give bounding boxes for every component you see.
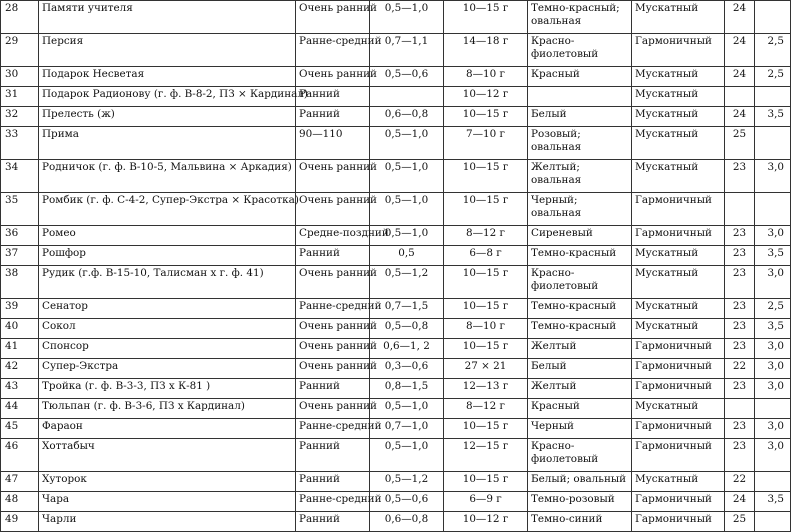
table-row	[1, 512, 791, 532]
variety-name-cell: Рудик (г.ф. В-15-10, Талисман х г. ф. 41)	[39, 266, 296, 299]
variety-name-cell: Спонсор	[39, 339, 296, 359]
score-cell: 3,0	[755, 379, 791, 399]
sugar-cell: 23	[725, 226, 755, 246]
ripening-cell: Ранний	[296, 246, 370, 266]
score-cell	[755, 512, 791, 532]
load-cell: 0,7—1,1	[370, 34, 444, 67]
row-number-cell: 38	[1, 266, 39, 299]
row-number-cell: 32	[1, 107, 39, 127]
sugar-cell: 23	[725, 319, 755, 339]
table-body	[1, 1, 791, 532]
berry-color-cell: Темно-красный	[528, 299, 632, 319]
taste-cell: Мускатный	[632, 87, 725, 107]
berry-color-cell: Черный; овальная	[528, 193, 632, 226]
variety-name-cell: Сокол	[39, 319, 296, 339]
sugar-cell: 25	[725, 512, 755, 532]
load-cell: 0,5—1,0	[370, 226, 444, 246]
variety-name-cell: Ромео	[39, 226, 296, 246]
table-row	[1, 299, 791, 319]
berry-color-cell: Черный	[528, 419, 632, 439]
sugar-cell: 24	[725, 34, 755, 67]
ripening-cell: Очень ранний	[296, 67, 370, 87]
berry-color-cell: Белый	[528, 359, 632, 379]
variety-name-cell: Тюльпан (г. ф. В-3-6, ПЗ х Кардинал)	[39, 399, 296, 419]
berry-weight-cell: 12—13 г	[444, 379, 528, 399]
row-number-cell: 35	[1, 193, 39, 226]
taste-cell: Гармоничный	[632, 512, 725, 532]
ripening-cell: Очень ранний	[296, 319, 370, 339]
load-cell: 0,5—1,0	[370, 1, 444, 34]
taste-cell: Мускатный	[632, 127, 725, 160]
taste-cell: Гармоничный	[632, 359, 725, 379]
berry-color-cell: Красно-фиолетовый	[528, 439, 632, 472]
load-cell: 0,5—1,2	[370, 472, 444, 492]
taste-cell: Мускатный	[632, 246, 725, 266]
berry-color-cell: Желтый	[528, 379, 632, 399]
row-number-cell: 48	[1, 492, 39, 512]
load-cell: 0,5—1,0	[370, 193, 444, 226]
sugar-cell: 25	[725, 127, 755, 160]
sugar-cell: 23	[725, 379, 755, 399]
score-cell: 3,0	[755, 160, 791, 193]
variety-name-cell: Хоттабыч	[39, 439, 296, 472]
sugar-cell: 23	[725, 299, 755, 319]
variety-name-cell: Чара	[39, 492, 296, 512]
berry-weight-cell: 8—10 г	[444, 319, 528, 339]
berry-weight-cell: 10—12 г	[444, 87, 528, 107]
score-cell: 3,0	[755, 419, 791, 439]
score-cell: 2,5	[755, 299, 791, 319]
table-row	[1, 266, 791, 299]
row-number-cell: 43	[1, 379, 39, 399]
berry-color-cell	[528, 87, 632, 107]
berry-weight-cell: 10—12 г	[444, 512, 528, 532]
variety-name-cell: Фараон	[39, 419, 296, 439]
table-row	[1, 107, 791, 127]
berry-weight-cell: 6—8 г	[444, 246, 528, 266]
berry-weight-cell: 10—15 г	[444, 193, 528, 226]
sugar-cell: 23	[725, 160, 755, 193]
score-cell: 3,5	[755, 319, 791, 339]
berry-weight-cell: 8—12 г	[444, 399, 528, 419]
score-cell: 3,5	[755, 246, 791, 266]
taste-cell: Мускатный	[632, 1, 725, 34]
variety-name-cell: Памяти учителя	[39, 1, 296, 34]
ripening-cell: Ранний	[296, 87, 370, 107]
load-cell: 0,5—1,2	[370, 266, 444, 299]
score-cell: 3,5	[755, 107, 791, 127]
ripening-cell: Очень ранний	[296, 359, 370, 379]
ripening-cell: Ранне-средний	[296, 419, 370, 439]
row-number-cell: 33	[1, 127, 39, 160]
table-row	[1, 419, 791, 439]
berry-color-cell: Темно-синий	[528, 512, 632, 532]
score-cell: 2,5	[755, 67, 791, 87]
variety-name-cell: Подарок Радионову (г. ф. В-8-2, ПЗ × Кардинал)	[39, 87, 296, 107]
berry-color-cell: Темно-красный	[528, 319, 632, 339]
taste-cell: Гармоничный	[632, 193, 725, 226]
sugar-cell: 24	[725, 107, 755, 127]
variety-name-cell: Родничок (г. ф. В-10-5, Мальвина × Аркадия)	[39, 160, 296, 193]
berry-weight-cell: 7—10 г	[444, 127, 528, 160]
table-row	[1, 379, 791, 399]
berry-color-cell: Темно-красный	[528, 246, 632, 266]
variety-name-cell: Ромбик (г. ф. С-4-2, Супер-Экстра × Красотка)	[39, 193, 296, 226]
load-cell: 0,5	[370, 246, 444, 266]
ripening-cell: Ранне-средний	[296, 492, 370, 512]
sugar-cell	[725, 399, 755, 419]
load-cell: 0,7—1,0	[370, 419, 444, 439]
berry-weight-cell: 8—10 г	[444, 67, 528, 87]
load-cell: 0,6—1, 2	[370, 339, 444, 359]
ripening-cell: Очень ранний	[296, 339, 370, 359]
row-number-cell: 44	[1, 399, 39, 419]
taste-cell: Мускатный	[632, 107, 725, 127]
row-number-cell: 34	[1, 160, 39, 193]
table-row	[1, 492, 791, 512]
berry-weight-cell: 10—15 г	[444, 1, 528, 34]
score-cell: 3,0	[755, 359, 791, 379]
row-number-cell: 31	[1, 87, 39, 107]
sugar-cell: 23	[725, 246, 755, 266]
berry-weight-cell: 12—15 г	[444, 439, 528, 472]
sugar-cell: 23	[725, 439, 755, 472]
ripening-cell: Очень ранний	[296, 160, 370, 193]
load-cell: 0,5—1,0	[370, 127, 444, 160]
berry-color-cell: Темно-розовый	[528, 492, 632, 512]
load-cell: 0,3—0,6	[370, 359, 444, 379]
variety-name-cell: Персия	[39, 34, 296, 67]
variety-name-cell: Подарок Несветая	[39, 67, 296, 87]
sugar-cell: 23	[725, 419, 755, 439]
ripening-cell: Ранне-средний	[296, 34, 370, 67]
ripening-cell: Очень ранний	[296, 193, 370, 226]
berry-weight-cell: 14—18 г	[444, 34, 528, 67]
berry-weight-cell: 10—15 г	[444, 299, 528, 319]
table-row	[1, 439, 791, 472]
score-cell	[755, 1, 791, 34]
variety-name-cell: Тройка (г. ф. В-3-3, ПЗ х К-81 )	[39, 379, 296, 399]
berry-weight-cell: 6—9 г	[444, 492, 528, 512]
load-cell: 0,5—0,6	[370, 492, 444, 512]
taste-cell: Мускатный	[632, 160, 725, 193]
score-cell	[755, 472, 791, 492]
taste-cell: Мускатный	[632, 299, 725, 319]
score-cell	[755, 193, 791, 226]
taste-cell: Мускатный	[632, 472, 725, 492]
table-row	[1, 399, 791, 419]
table-row	[1, 67, 791, 87]
taste-cell: Гармоничный	[632, 34, 725, 67]
table-row	[1, 226, 791, 246]
taste-cell: Гармоничный	[632, 226, 725, 246]
ripening-cell: 90—110	[296, 127, 370, 160]
table-row	[1, 160, 791, 193]
berry-color-cell: Красно-фиолетовый	[528, 266, 632, 299]
ripening-cell: Ранний	[296, 107, 370, 127]
taste-cell: Гармоничный	[632, 419, 725, 439]
row-number-cell: 45	[1, 419, 39, 439]
berry-color-cell: Сиреневый	[528, 226, 632, 246]
table-row	[1, 127, 791, 160]
row-number-cell: 37	[1, 246, 39, 266]
ripening-cell: Ранне-средний	[296, 299, 370, 319]
table-row	[1, 359, 791, 379]
table-row	[1, 246, 791, 266]
berry-weight-cell: 10—15 г	[444, 160, 528, 193]
row-number-cell: 28	[1, 1, 39, 34]
row-number-cell: 47	[1, 472, 39, 492]
variety-name-cell: Супер-Экстра	[39, 359, 296, 379]
ripening-cell: Очень ранний	[296, 1, 370, 34]
ripening-cell: Очень ранний	[296, 266, 370, 299]
ripening-cell: Ранний	[296, 512, 370, 532]
table-row	[1, 472, 791, 492]
ripening-cell: Ранний	[296, 472, 370, 492]
ripening-cell: Ранний	[296, 379, 370, 399]
score-cell: 3,0	[755, 339, 791, 359]
table-row	[1, 339, 791, 359]
berry-weight-cell: 10—15 г	[444, 419, 528, 439]
score-cell	[755, 127, 791, 160]
variety-name-cell: Рошфор	[39, 246, 296, 266]
score-cell: 3,0	[755, 439, 791, 472]
variety-name-cell: Чарли	[39, 512, 296, 532]
berry-color-cell: Желтый; овальная	[528, 160, 632, 193]
load-cell: 0,5—0,8	[370, 319, 444, 339]
berry-color-cell: Темно-красный; овальная	[528, 1, 632, 34]
ripening-cell: Средне-поздний	[296, 226, 370, 246]
berry-color-cell: Красный	[528, 67, 632, 87]
berry-weight-cell: 10—15 г	[444, 266, 528, 299]
row-number-cell: 49	[1, 512, 39, 532]
berry-color-cell: Белый	[528, 107, 632, 127]
berry-weight-cell: 10—15 г	[444, 339, 528, 359]
sugar-cell: 24	[725, 492, 755, 512]
berry-color-cell: Красно-фиолетовый	[528, 34, 632, 67]
row-number-cell: 42	[1, 359, 39, 379]
variety-name-cell: Хуторок	[39, 472, 296, 492]
load-cell: 0,5—1,0	[370, 160, 444, 193]
sugar-cell	[725, 87, 755, 107]
taste-cell: Гармоничный	[632, 439, 725, 472]
row-number-cell: 29	[1, 34, 39, 67]
berry-color-cell: Желтый	[528, 339, 632, 359]
table-row	[1, 34, 791, 67]
taste-cell: Гармоничный	[632, 379, 725, 399]
taste-cell: Гармоничный	[632, 339, 725, 359]
berry-weight-cell: 10—15 г	[444, 472, 528, 492]
load-cell: 0,5—0,6	[370, 67, 444, 87]
sugar-cell: 22	[725, 472, 755, 492]
row-number-cell: 30	[1, 67, 39, 87]
row-number-cell: 40	[1, 319, 39, 339]
load-cell: 0,6—0,8	[370, 512, 444, 532]
score-cell	[755, 399, 791, 419]
table-row	[1, 1, 791, 34]
taste-cell: Мускатный	[632, 399, 725, 419]
berry-weight-cell: 10—15 г	[444, 107, 528, 127]
taste-cell: Мускатный	[632, 266, 725, 299]
table-row	[1, 319, 791, 339]
score-cell: 3,0	[755, 266, 791, 299]
ripening-cell: Очень ранний	[296, 399, 370, 419]
load-cell	[370, 87, 444, 107]
score-cell: 2,5	[755, 34, 791, 67]
row-number-cell: 36	[1, 226, 39, 246]
ripening-cell: Ранний	[296, 439, 370, 472]
sugar-cell: 23	[725, 339, 755, 359]
berry-color-cell: Розовый; овальная	[528, 127, 632, 160]
berry-weight-cell: 8—12 г	[444, 226, 528, 246]
row-number-cell: 39	[1, 299, 39, 319]
table-row	[1, 87, 791, 107]
load-cell: 0,8—1,5	[370, 379, 444, 399]
berry-color-cell: Красный	[528, 399, 632, 419]
load-cell: 0,5—1,0	[370, 399, 444, 419]
sugar-cell: 23	[725, 266, 755, 299]
taste-cell: Мускатный	[632, 319, 725, 339]
taste-cell: Мускатный	[632, 67, 725, 87]
variety-name-cell: Прелесть (ж)	[39, 107, 296, 127]
row-number-cell: 41	[1, 339, 39, 359]
score-cell: 3,5	[755, 492, 791, 512]
load-cell: 0,6—0,8	[370, 107, 444, 127]
variety-name-cell: Прима	[39, 127, 296, 160]
sugar-cell: 22	[725, 359, 755, 379]
score-cell: 3,0	[755, 226, 791, 246]
taste-cell: Гармоничный	[632, 492, 725, 512]
sugar-cell: 24	[725, 1, 755, 34]
berry-color-cell: Белый; овальный	[528, 472, 632, 492]
load-cell: 0,5—1,0	[370, 439, 444, 472]
sugar-cell	[725, 193, 755, 226]
berry-weight-cell: 27 × 21	[444, 359, 528, 379]
variety-name-cell: Сенатор	[39, 299, 296, 319]
sugar-cell: 24	[725, 67, 755, 87]
row-number-cell: 46	[1, 439, 39, 472]
score-cell	[755, 87, 791, 107]
table-row	[1, 193, 791, 226]
load-cell: 0,7—1,5	[370, 299, 444, 319]
